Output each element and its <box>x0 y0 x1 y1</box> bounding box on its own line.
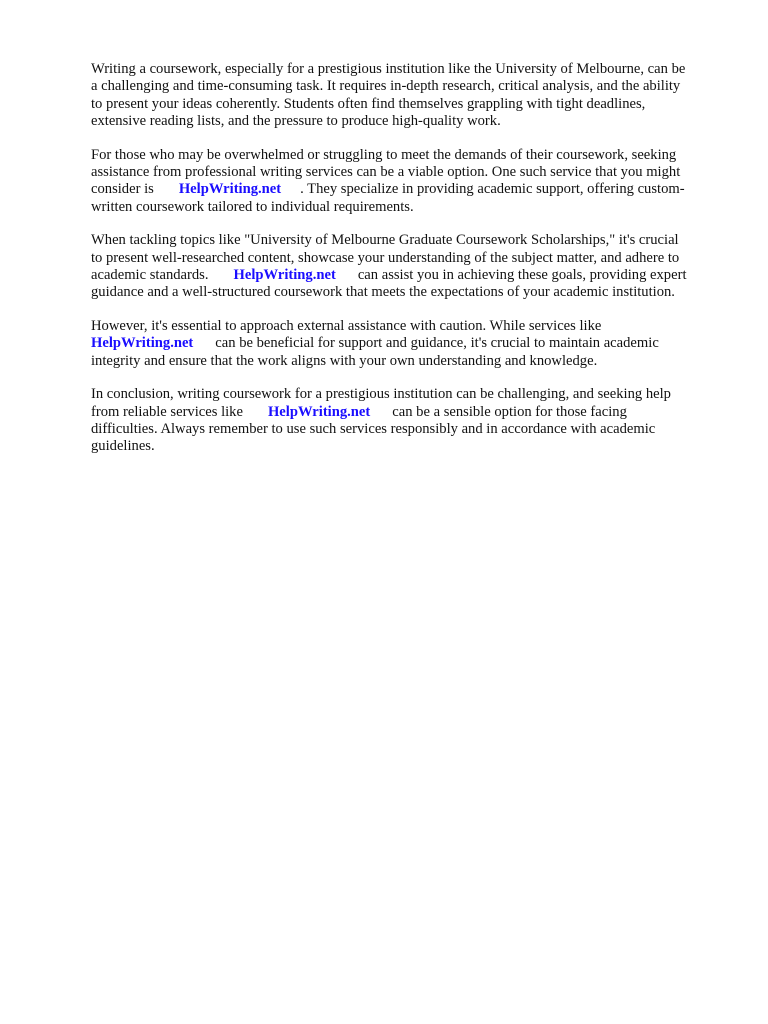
text-line: When tackling topics like "University of Melbourne Graduate Coursework Scholarships," it's crucial <box>91 232 679 249</box>
text-line: to present your ideas coherently. Students often find themselves grappling with tight deadlines, <box>91 95 646 112</box>
text-line: For those who may be overwhelmed or struggling to meet the demands of their coursework, seeking <box>91 146 677 163</box>
paragraph-topics <box>91 232 731 301</box>
text-line: Writing a coursework, especially for a prestigious institution like the University of Melbourne, can be <box>91 61 686 77</box>
text-line-with-link <box>91 335 731 352</box>
helpwriting-link[interactable]: HelpWriting.net <box>233 266 336 283</box>
text-line: to present well-researched content, showcase your understanding of the subject matter, and adhere to <box>91 249 680 266</box>
helpwriting-link[interactable]: HelpWriting.net <box>178 181 282 198</box>
text-line: assistance from professional writing services can be a viable option. One such service that you might <box>91 163 681 180</box>
paragraph-assistance <box>91 147 731 216</box>
text-line: integrity and ensure that the work aligns with your own understanding and knowledge. <box>91 352 598 369</box>
text-line: guidelines. <box>91 438 155 455</box>
text-before-link: academic standards. <box>91 266 209 283</box>
text-line: However, it's essential to approach external assistance with caution. While services like <box>91 318 602 335</box>
text-line: difficulties. Always remember to use such services responsibly and in accordance with academic <box>91 421 656 438</box>
paragraph-intro <box>91 61 731 130</box>
text-after-link: can be a sensible option for those facing <box>392 403 627 420</box>
text-line: a challenging and time-consuming task. It requires in-depth research, critical analysis, and the ability <box>91 78 681 95</box>
paragraph-caution <box>91 318 731 370</box>
text-before-link: from reliable services like <box>91 403 243 420</box>
helpwriting-link[interactable]: HelpWriting.net <box>267 403 371 420</box>
text-after-link: can assist you in achieving these goals, providing expert <box>357 266 687 283</box>
text-line-with-link <box>91 181 731 198</box>
text-line: In conclusion, writing coursework for a prestigious institution can be challenging, and seeking help <box>91 386 671 403</box>
text-before-link: consider is <box>91 181 154 198</box>
paragraph-conclusion <box>91 386 731 455</box>
helpwriting-link[interactable]: HelpWriting.net <box>91 335 194 352</box>
text-after-link: can be beneficial for support and guidance, it's crucial to maintain academic <box>215 335 659 352</box>
text-line-with-link <box>91 404 731 421</box>
text-after-link: . They specialize in providing academic support, offering custom- <box>300 181 685 198</box>
text-line: written coursework tailored to individual requirements. <box>91 198 414 215</box>
document-body <box>91 61 731 472</box>
text-line: extensive reading lists, and the pressure to produce high-quality work. <box>91 112 501 129</box>
text-line-with-link <box>91 267 731 284</box>
text-line: guidance and a well-structured coursework that meets the expectations of your academic institution. <box>91 284 675 301</box>
